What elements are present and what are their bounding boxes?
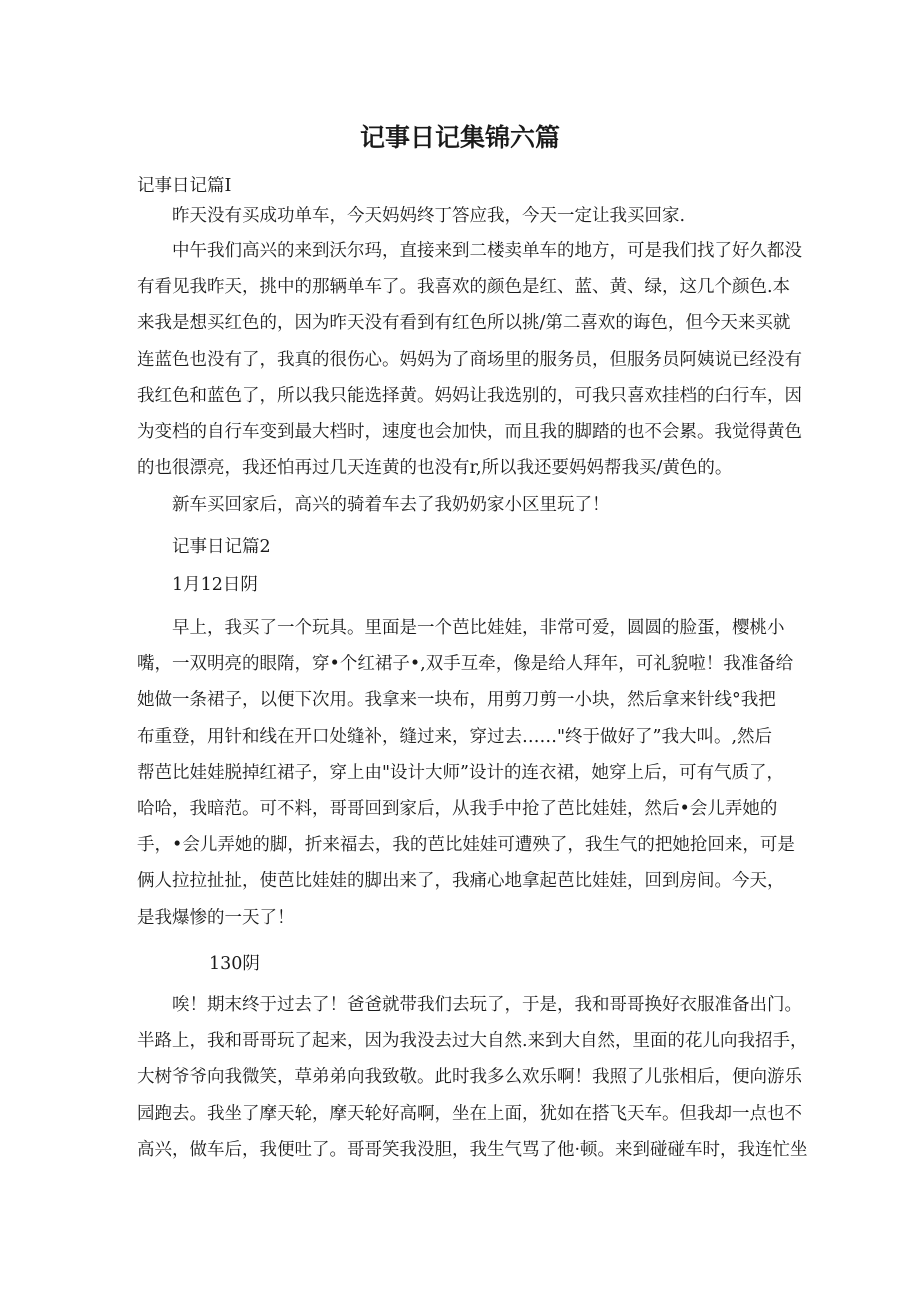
entry1-heading: 记事日记篇I: [137, 176, 232, 196]
text-line: 帮芭比娃娃脱掉红裙子，穿上由"设计大师”设计的连衣裙，她穿上后，可有气质了，: [137, 762, 784, 783]
text-line: 高兴，做车后，我便吐了。哥哥笑我没胆，我生气骂了他·顿。来到碰碰车时，我连忙坐: [137, 1139, 808, 1160]
entry1-paragraph-3: [137, 487, 785, 523]
text-line: 大树爷爷向我微笑，草弟弟向我致敬。此时我多么欢乐啊！我照了儿张相后，便向游乐: [137, 1067, 802, 1088]
text-line: 来我是想买红色的，因为昨天没有看到有红色所以挑/第二喜欢的诲色，但今天来买就: [137, 313, 791, 334]
text-line: 她做一条裙子，以便下次用。我拿来一块布，用剪刀剪一小块，然后拿来针线°我把: [137, 690, 776, 711]
text-line: 中午我们高兴的来到沃尔玛，直接来到二楼卖单车的地方，可是我们找了好久都没: [172, 241, 802, 261]
document-title: 记事日记集锦六篇: [359, 123, 560, 152]
text-line: 新车买回家后，高兴的骑着车去了我奶奶家小区里玩了！: [172, 495, 610, 515]
text-line: 嘴，一双明亮的眼隋，穿•个红裙子•,双手互牵，像是给人拜年，可礼貌啦！我准备给: [137, 654, 794, 675]
text-line: 为变档的自行车变到最大档时，速度也会加快，而且我的脚踏的也不会累。我觉得黄色: [137, 421, 802, 442]
text-line: 的也很漂亮，我还怕再过几天连黄的也没有r,所以我还要妈妈帮我买/黄色的。: [137, 458, 733, 479]
text-line: 唉！期末终于过去了！爸爸就带我们去玩了，于是，我和哥哥换好衣服准备出门。: [172, 995, 802, 1015]
text-line: 俩人拉拉扯扯，使芭比娃娃的脚出来了，我痛心地拿起芭比娃娃，回到房间。今天，: [137, 871, 785, 892]
text-line: 连蓝色也没有了，我真的很伤心。妈妈为了商场里的服务员，但服务员阿姨说已经没有: [137, 349, 802, 370]
entry2-paragraph-1: [137, 610, 795, 936]
text-line: 半路上，我和哥哥玩了起来，因为我没去过大自然.来到大自然，里面的花儿向我招手，: [137, 1031, 808, 1052]
entry2-heading: 记事日记篇2: [172, 537, 271, 557]
text-line: 我红色和蓝色了，所以我只能选择黄。妈妈让我选别的，可我只喜欢挂档的臼行车，因: [137, 385, 802, 406]
text-line: 布重登，用针和线在开口处缝补，缝过来，穿过去……"终于做好了”我大叫。,然后: [137, 726, 773, 747]
text-line: 哈哈，我暗范。可不料，哥哥回到家后，从我手中抢了芭比娃娃，然后•会儿弄她的: [137, 798, 778, 819]
text-line: 是我爆惨的一天了！: [137, 907, 295, 928]
entry1-paragraph-2: [137, 233, 802, 486]
text-line: 有看见我昨天，挑中的那辆单车了。我喜欢的颜色是红、蓝、黄、绿，这几个颜色.本: [137, 277, 791, 298]
entry2-date-2: 130阴: [209, 954, 260, 974]
text-line: 手，•会儿弄她的脚，折来福去，我的芭比娃娃可遭殃了，我生气的把她抢回来，可是: [137, 835, 795, 856]
text-line: 园跑去。我坐了摩天轮，摩天轮好高啊，坐在上面，犹如在搭飞天车。但我却一点也不: [137, 1103, 802, 1124]
entry1-paragraph-1: [137, 198, 785, 234]
entry2-paragraph-2: [137, 987, 808, 1168]
entry2-date-1: 1月12日阴: [172, 575, 258, 595]
text-line: 昨天没有买成功单车，今天妈妈终丁答应我，今天一定让我买回家.: [172, 206, 686, 226]
text-line: 早上，我买了一个玩具。里面是一个芭比娃娃，非常可爱，圆圆的脸蛋，樱桃小: [172, 618, 785, 638]
